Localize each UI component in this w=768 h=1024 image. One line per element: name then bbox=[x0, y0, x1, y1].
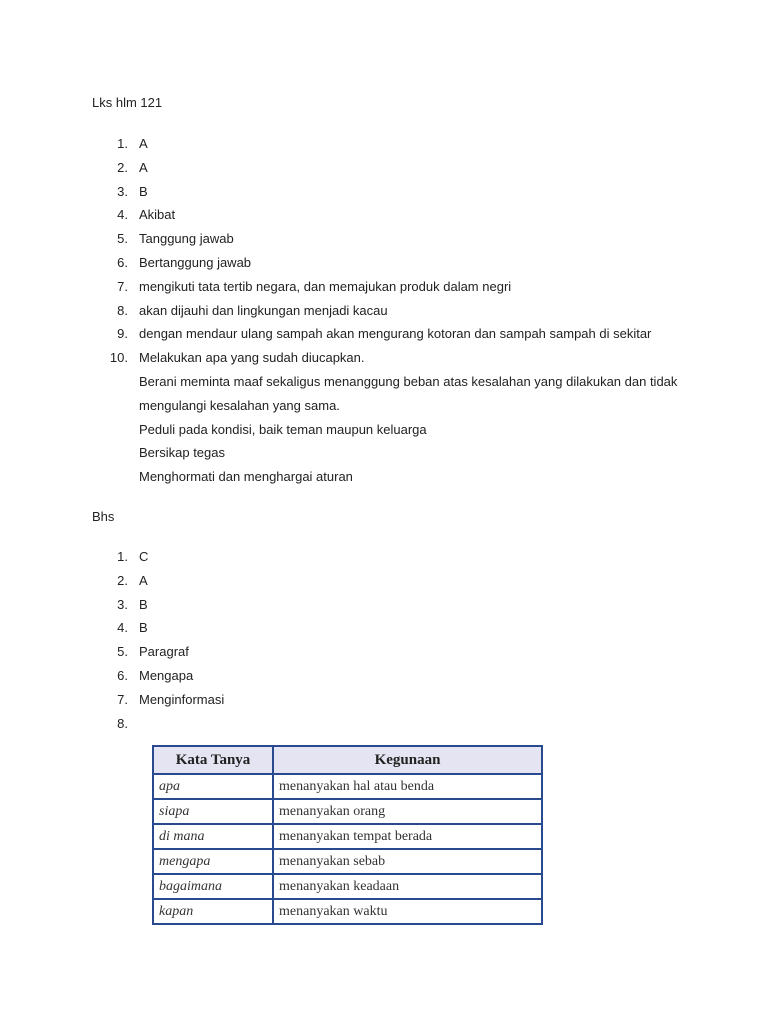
table-cell-word: di mana bbox=[153, 824, 273, 849]
item-continuation-line: mengulangi kesalahan yang sama. bbox=[139, 397, 340, 413]
item-text: A bbox=[139, 136, 148, 151]
item-number: 6. bbox=[117, 667, 128, 683]
item-continuation-line: Peduli pada kondisi, baik teman maupun keluarga bbox=[139, 421, 427, 437]
item-continuation-line: Menghormati dan menghargai aturan bbox=[139, 469, 353, 485]
item-text: akan dijauhi dan lingkungan menjadi kacau bbox=[139, 302, 388, 318]
table-row bbox=[153, 849, 542, 874]
item-continuation-line: Bersikap tegas bbox=[139, 445, 225, 461]
list-item bbox=[92, 569, 692, 593]
list-item bbox=[92, 180, 692, 204]
table-cell-word: apa bbox=[153, 774, 273, 799]
section-heading-bhs: Bhs bbox=[92, 509, 115, 524]
item-number: 9. bbox=[117, 326, 128, 342]
table-cell-use: menanyakan sebab bbox=[273, 849, 542, 874]
table-row bbox=[153, 899, 542, 924]
answer-list-bhs bbox=[92, 545, 692, 735]
table-row bbox=[153, 799, 542, 824]
list-item bbox=[92, 545, 692, 569]
item-number: 10. bbox=[109, 350, 128, 366]
item-number: 1. bbox=[117, 136, 128, 151]
answer-list-lks bbox=[92, 132, 692, 489]
item-text: B bbox=[139, 620, 148, 636]
list-item bbox=[92, 227, 692, 251]
list-item bbox=[92, 593, 692, 617]
table-cell-use: menanyakan waktu bbox=[273, 899, 542, 924]
table-cell-use: menanyakan hal atau benda bbox=[273, 774, 542, 799]
item-text: Mengapa bbox=[139, 667, 194, 683]
kata-tanya-table bbox=[152, 745, 543, 925]
item-number: 2. bbox=[117, 159, 128, 175]
column-header-kegunaan: Kegunaan bbox=[273, 746, 542, 774]
list-item bbox=[92, 712, 692, 736]
list-item bbox=[92, 275, 692, 299]
list-item bbox=[92, 322, 692, 346]
section-heading-lks: Lks hlm 121 bbox=[92, 95, 163, 110]
table-cell-word: bagaimana bbox=[153, 874, 273, 899]
item-text: C bbox=[139, 549, 149, 564]
item-continuation-line: Berani meminta maaf sekaligus menanggung beban atas kesalahan yang dilakukan dan tidak bbox=[139, 373, 678, 389]
item-text: Menginformasi bbox=[139, 691, 225, 707]
item-number: 6. bbox=[117, 254, 128, 270]
list-item bbox=[92, 156, 692, 180]
list-item bbox=[92, 203, 692, 227]
item-number: 3. bbox=[117, 596, 128, 612]
item-text: Tanggung jawab bbox=[139, 231, 234, 247]
item-number: 7. bbox=[117, 278, 128, 294]
list-item bbox=[92, 299, 692, 323]
table-cell-word: mengapa bbox=[153, 849, 273, 874]
item-text: B bbox=[139, 183, 148, 199]
list-item bbox=[92, 640, 692, 664]
item-text: A bbox=[139, 572, 148, 588]
table-cell-word: siapa bbox=[153, 799, 273, 824]
item-number: 3. bbox=[117, 183, 128, 199]
list-item bbox=[92, 251, 692, 275]
item-text: mengikuti tata tertib negara, dan memajukan produk dalam negri bbox=[139, 278, 512, 294]
table-cell-word: kapan bbox=[153, 899, 273, 924]
table-cell-use: menanyakan tempat berada bbox=[273, 824, 542, 849]
table-row bbox=[153, 774, 542, 799]
item-number: 5. bbox=[117, 231, 128, 247]
item-number: 4. bbox=[117, 207, 128, 223]
item-text: Akibat bbox=[139, 207, 176, 223]
list-item bbox=[92, 616, 692, 640]
item-number: 7. bbox=[117, 691, 128, 707]
column-header-kata-tanya: Kata Tanya bbox=[153, 746, 273, 774]
table-row bbox=[153, 824, 542, 849]
list-item bbox=[92, 688, 692, 712]
table-header-row bbox=[153, 746, 542, 774]
table-cell-use: menanyakan orang bbox=[273, 799, 542, 824]
item-text: dengan mendaur ulang sampah akan mengurang kotoran dan sampah sampah di sekitar bbox=[139, 326, 652, 342]
item-text: B bbox=[139, 596, 148, 612]
item-number: 8. bbox=[117, 302, 128, 318]
list-item bbox=[92, 664, 692, 688]
list-item bbox=[92, 346, 692, 370]
list-item bbox=[92, 132, 692, 156]
item-text: A bbox=[139, 159, 148, 175]
table-cell-use: menanyakan keadaan bbox=[273, 874, 542, 899]
item-text: Paragraf bbox=[139, 644, 189, 660]
item-number: 5. bbox=[117, 644, 128, 660]
item-number: 4. bbox=[117, 620, 128, 636]
item-text: Melakukan apa yang sudah diucapkan. bbox=[139, 350, 365, 366]
item-number: 8. bbox=[117, 715, 128, 731]
item-number: 1. bbox=[117, 549, 128, 564]
item-text: Bertanggung jawab bbox=[139, 254, 252, 270]
table-row bbox=[153, 874, 542, 899]
item-number: 2. bbox=[117, 572, 128, 588]
